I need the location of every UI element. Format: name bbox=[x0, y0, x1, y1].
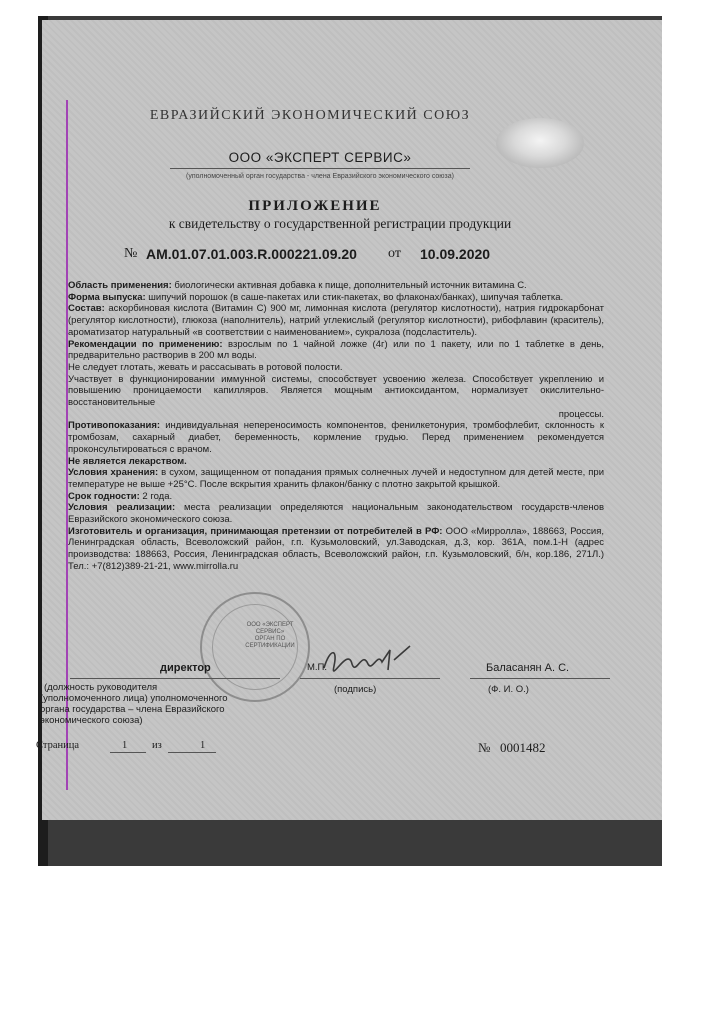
page-total-underline bbox=[168, 752, 216, 753]
page-label: Страница bbox=[36, 740, 80, 751]
page-total: 1 bbox=[200, 740, 206, 751]
contraindications-paragraph: Противопоказания: индивидуальная непереносимость компонентов, фенилкетонурия, тромбофлебит, склонность к тромбозам, сахарный диабет, беременность, кормление грудью. Перед применением рекомендуется проконсультироваться с врачом. bbox=[68, 420, 604, 455]
organization-name: ООО «ЭКСПЕРТ СЕРВИС» bbox=[228, 150, 412, 165]
scope-paragraph: Область применения: биологически активная добавка к пище, дополнительный источник витамина С. bbox=[68, 280, 527, 291]
organization-underline bbox=[170, 168, 470, 169]
not-medicine: Не является лекарством. bbox=[68, 455, 187, 467]
document-body bbox=[68, 280, 604, 573]
usage-paragraph: Рекомендации по применению: взрослым по 1 чайной ложке (4г) или по 1 пакету, или по 1 таблетке в день, предварительно растворив в 200 мл воды. bbox=[68, 338, 604, 362]
serial-label: № bbox=[478, 740, 491, 755]
registration-number-label: № bbox=[124, 246, 138, 261]
signer-position: директор bbox=[160, 662, 211, 674]
registration-number: AM.01.07.01.003.R.000221.09.20 bbox=[146, 246, 357, 262]
sale-conditions-paragraph: Условия реализации: места реализации определяются национальным законодательством государств-членов Евразийского экономического союза. bbox=[68, 502, 604, 526]
mp-label: М.П. bbox=[307, 662, 328, 673]
page-current-underline bbox=[110, 752, 146, 753]
page-of-label: из bbox=[152, 740, 162, 751]
stamp-text: ООО «ЭКСПЕРТ СЕРВИС» ОРГАН ПО СЕРТИФИКАЦИИ bbox=[245, 622, 295, 649]
union-title: ЕВРАЗИЙСКИЙ ЭКОНОМИЧЕСКИЙ СОЮЗ bbox=[149, 108, 471, 123]
registration-date: 10.09.2020 bbox=[420, 246, 491, 262]
effect-paragraph: Участвует в функционировании иммунной системы, способствует усвоению железа. Способствует укреплению и повышению проницаемости капилляров. Является мощным антиоксидантом, нормализует окислительно-восстановительные bbox=[68, 373, 604, 409]
effect-tail: процессы. bbox=[558, 408, 604, 420]
usage-note: Не следует глотать, жевать и рассасывать в ротовой полости. bbox=[68, 361, 343, 373]
fio-caption: (Ф. И. О.) bbox=[488, 684, 529, 695]
position-caption-3: органа государства – члена Евразийского bbox=[40, 704, 225, 715]
emblem-icon bbox=[496, 118, 584, 168]
position-caption-1: (должность руководителя bbox=[44, 682, 158, 693]
page-current: 1 bbox=[122, 740, 128, 751]
document-subtitle: к свидетельству о государственной регистрации продукции bbox=[168, 216, 512, 231]
serial-number: 0001482 bbox=[500, 740, 546, 755]
name-underline bbox=[470, 678, 610, 679]
organization-caption: (уполномоченный орган государства - члена Евразийского экономического союза) bbox=[186, 173, 454, 180]
registration-date-label: от bbox=[388, 246, 401, 261]
signature-image bbox=[318, 640, 418, 680]
signature-caption: (подпись) bbox=[334, 684, 377, 695]
position-caption-4: экономического союза) bbox=[40, 715, 143, 726]
manufacturer-paragraph: Изготовитель и организация, принимающая претензии от потребителей в РФ: ООО «Мирролла», 188663, Россия, Ленинградская область, Всеволожский район, г.п. Кузьмоловский, ул.Заводская, д.3, кор. 361А, пом.1-Н (адрес производства: 188663, Россия, Ленинградская область, Всеволожский район, г.п. Кузьмоловский, б/н, кор.186, 271Л.) Тел.: +7(812)389-21-21, www.mirrolla.ru bbox=[68, 525, 605, 572]
signature-underline bbox=[300, 678, 440, 679]
signer-name: Баласанян А. С. bbox=[486, 662, 570, 674]
storage-paragraph: Условия хранения: в сухом, защищенном от попадания прямых солнечных лучей и недоступном для детей месте, при температуре не выше +25°С. После вскрытия хранить флакон/банку с плотно закрытой крышкой. bbox=[68, 467, 604, 490]
composition-paragraph: Состав: аскорбиновая кислота (Витамин С) 900 мг, лимонная кислота (регулятор кислотности), натрия гидрокарбонат (регулятор кислотности), глюкоза (наполнитель), натрий углекислый (регулятор кислотности), рибофлавин (краситель), ароматизатор натуральный «в соответствии с наименованием», сукралоза (подсластитель). bbox=[68, 303, 604, 338]
position-underline bbox=[70, 678, 280, 679]
shelf-life-paragraph: Срок годности: 2 года. bbox=[68, 490, 173, 502]
document-title: ПРИЛОЖЕНИЕ bbox=[248, 198, 382, 214]
form-paragraph: Форма выпуска: шипучий порошок (в саше-пакетах или стик-пакетах, во флаконах/банках), шипучая таблетка. bbox=[68, 291, 564, 303]
position-caption-2: (уполномоченного лица) уполномоченного bbox=[40, 693, 228, 704]
